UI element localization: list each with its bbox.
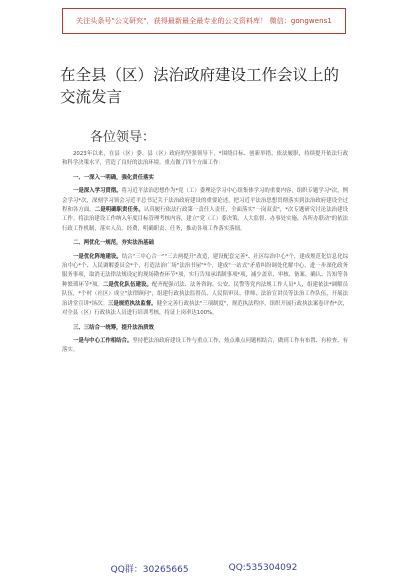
intro-paragraph: 2023年以来，在县（区）委、县（区）政府的坚强领导下，*围绕目标、创新举措、依法履职，持续提升依法行政和科学决策水平，营造了良好的法治环境。重点做了四个方面工作： <box>62 151 348 167</box>
footer <box>0 556 408 580</box>
section-2-p1-lead: 一是优化阵地建设。 <box>73 253 122 260</box>
section-2-heading: 二、两优化一规范，夯实法治基础 <box>73 240 154 247</box>
document-body <box>62 150 348 550</box>
section-3-p1-text: 坚持把法治政府建设工作与重点工作、热点难点问题相结合，做到工作有布置、有检查、有落实。 <box>62 337 348 354</box>
title-line-2: 交流发言 <box>60 88 123 106</box>
section-1-p1-lead: 一是深入学习贯彻。 <box>73 188 122 195</box>
footer-qq: QQ:535304092 <box>228 563 298 573</box>
section-2-p3-text: 健全完善行政执法"三项制度"，规范执法程序，组织开展行政执法案卷评查*次，对全县（区）行政执法人员进行培训考核，持证上岗率达100%。 <box>62 300 348 317</box>
section-2-p1-text: 结合"三中心合一""三去两提升"改造，建设配套完善*、社区综治中心*个，建成规范化信息化综治中心*个、人民调解委员会*个，打造法治广场"法治书屋"*个，建成"一站式"矛盾纠纷调处化解中心，进一步深化政务服务事项，取消无法律法规设定的现场勘查环节*项，实行告知承诺制事项*项，减少盖章、审核、备案、确认、告知等各种繁琐环节*项。 <box>62 253 348 288</box>
promo-banner-text: 关注头条号"公文研究"，获得最新最全最专业的公文资料库！ 微信：gongwens1 <box>76 17 332 25</box>
section-3-paragraph-1 <box>62 337 348 356</box>
promo-banner[interactable] <box>62 8 346 34</box>
section-3-p1-lead: 一是与中心工作相结合。 <box>73 337 133 344</box>
salutation: 各位领导： <box>90 130 156 145</box>
section-2-paragraph-1 <box>62 253 348 319</box>
document-title <box>60 64 360 108</box>
section-2-p2-lead: 二是优化队伍建设。 <box>102 281 152 288</box>
section-1-p2-text: 认真履行依法行政第一责任人责任，全面落实"一岗双责"，*次专题研究讨论法治建设工作。将法治建设工作纳入年度目标管理考核内容，建立"党（工）委决策、人大监督、办事处实施、各所办联动"的依法行政工作机制，落实人员、经费，明确职责、任务，推动各项工作落实落细。 <box>62 207 348 232</box>
section-1-p2-lead: 二是明确职责任务。 <box>94 207 144 214</box>
section-2-p3-lead: 三是规范执法监督。 <box>107 300 157 307</box>
section-2-p2-text: 配齐配强司法、法务咨询、公安、民警等党内法规工作人员*人，组建依法*调解员队伍，*个村（社区）成立"法律顾问"，组建行政执法监督员、人民陪审员、律师、法治宣讲员等法治工作队伍，开展法治讲堂宣讲*场次。 <box>62 281 348 307</box>
title-line-1: 在全县（区）法治政府建设工作会议上的 <box>60 66 340 84</box>
footer-qq-group: QQ群：30265665 <box>110 564 189 575</box>
section-1-p1-text: 将习近平法治思想作为*党（工）委理论学习中心组集体学习的重要内容，组织专题学习*次，例会学习*次，深刻学习领会习近平总书记关于法治政府建设的重要论述，把习近平法治思想贯彻落实到法治政府建设全过程和各方面。 <box>62 188 348 214</box>
section-1-paragraph-1 <box>62 187 348 234</box>
section-3-heading: 三、三结合一统筹，提升法治质效 <box>73 324 154 331</box>
section-1-heading: 一、一深入一明确，强化责任落实 <box>73 174 154 181</box>
